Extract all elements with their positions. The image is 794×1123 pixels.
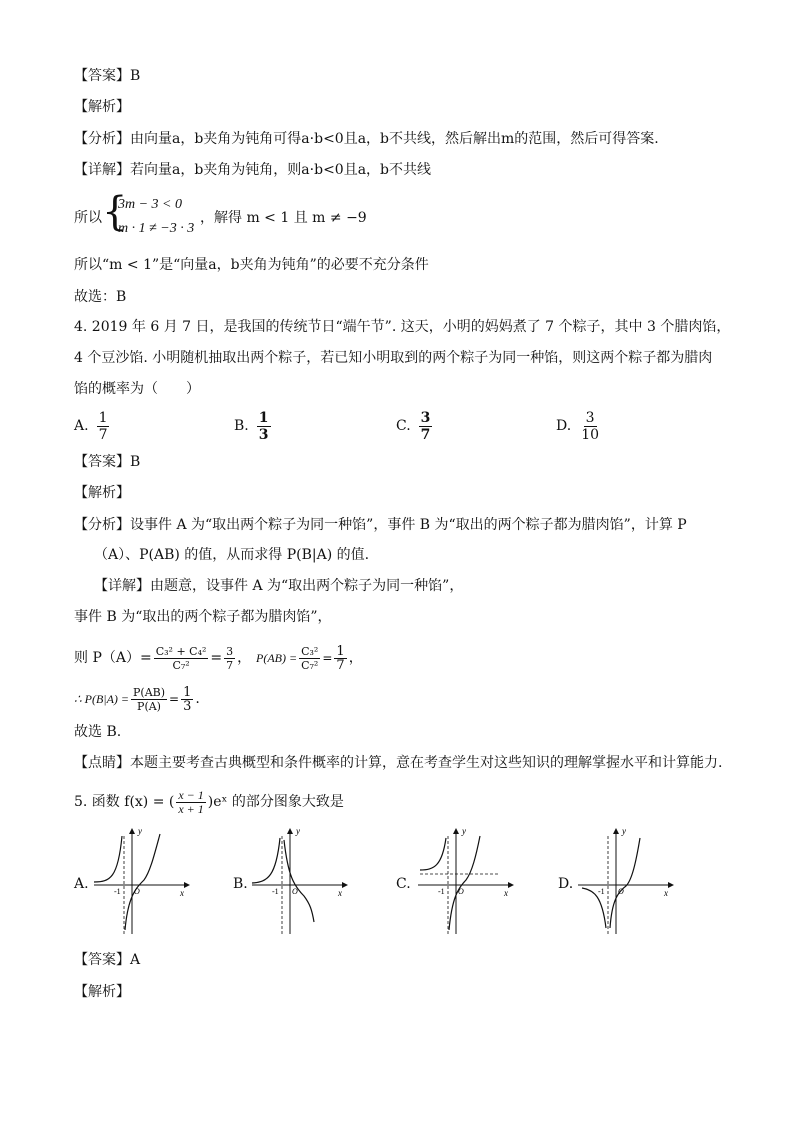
q5-answer-line: 【答案】A — [74, 952, 141, 968]
q5-graph-c — [416, 826, 516, 936]
q4-choice: 故选 B. — [74, 724, 122, 740]
y-axis-arrow — [613, 828, 619, 834]
curve-left — [420, 838, 446, 870]
curve-right — [449, 836, 480, 930]
q3-suoyi-prefix: 所以 — [74, 210, 102, 226]
q4-stem-line-1: 4. 2019 年 6 月 7 日，是我国的传统节日“端午节”. 这天，小明的妈妈煮了 7 个粽子，其中 3 个腊肉馅， — [74, 319, 731, 335]
curve-right — [284, 840, 314, 922]
origin-label: O — [458, 887, 464, 896]
q4-dianjing: 【点睛】本题主要考查古典概型和条件概率的计算，意在考查学生对这些知识的理解掌握水平和计算能力. — [74, 755, 723, 771]
tick-neg1: -1 — [272, 887, 279, 896]
q3-conclusion: 所以“m < 1”是“向量a，b夹角为钝角”的必要不充分条件 — [74, 257, 429, 273]
y-label: y — [296, 826, 300, 836]
q4-stem-line-3: 馅的概率为（ ） — [74, 381, 200, 397]
q4-pab-equation: P(AB) = $\frac{\text{C₃²}}{\text{C₇²}}$ = $\frac{1}{7}$ ， — [256, 643, 363, 673]
curve-left — [94, 836, 122, 882]
q4-pa-equation: 则 P（A）= $\frac{\text{C₃² + C₄²}}{\text{C₇²}}$ = $\frac{3}{7}$ ， — [74, 644, 252, 672]
x-label: x — [338, 888, 342, 898]
curve-left — [252, 838, 280, 883]
q4-option-d: D. $\frac{3}{10}$ — [556, 409, 600, 443]
q5-option-c-label: C. — [396, 876, 411, 892]
fenxi-tag: 【分析】 — [74, 131, 130, 147]
q5-option-d-label: D. — [558, 876, 574, 892]
x-label: x — [504, 888, 508, 898]
xiangjie-text: 若向量a，b夹角为钝角，则a·b<0且a，b不共线 — [130, 162, 432, 178]
x-label: x — [664, 888, 668, 898]
q3-analysis-tag: 【解析】 — [74, 99, 130, 115]
fenxi-text: 由向量a，b夹角为钝角可得a·b<0且a，b不共线，然后解出m的范围，然后可得答案. — [130, 131, 659, 147]
tick-neg1: -1 — [114, 887, 121, 896]
q4-xiangjie-line-2: 事件 B 为“取出的两个粽子都为腊肉馅”， — [74, 609, 332, 625]
q4-xiangjie-line-1: 【详解】由题意，设事件 A 为“取出两个粽子为同一种馅”， — [94, 578, 464, 594]
q4-option-a: A. $\frac{1}{7}$ — [74, 409, 108, 443]
q5-graph-b — [250, 826, 350, 936]
q5-graph-a — [92, 826, 192, 936]
q4-option-c: C. $\frac{3}{7}$ — [396, 409, 431, 443]
curve-right — [125, 834, 160, 930]
q3-fenxi — [74, 129, 659, 149]
system-suffix: ，解得 m < 1 且 m ≠ −9 — [200, 210, 367, 226]
q3-answer-line — [74, 66, 140, 86]
q5-analysis-tag: 【解析】 — [74, 984, 130, 1000]
q4-stem-line-2: 4 个豆沙馅. 小明随机抽取出两个粽子，若已知小明取到的两个粽子为同一种馅，则这两个粽子都为腊肉 — [74, 350, 713, 366]
origin-label: O — [134, 887, 140, 896]
origin-label: O — [292, 887, 298, 896]
y-axis-arrow — [453, 828, 459, 834]
q5-graph-d — [576, 826, 676, 936]
q4-analysis-tag: 【解析】 — [74, 485, 130, 501]
answer-value: B — [130, 68, 141, 84]
tick-neg1: -1 — [598, 887, 605, 896]
tick-neg1: -1 — [438, 887, 445, 896]
q3-choice: 故选：B — [74, 289, 127, 305]
q4-fenxi-line-1: 【分析】设事件 A 为“取出两个粽子为同一种馅”，事件 B 为“取出的两个粽子都为腊肉馅”，计算 P — [74, 517, 687, 533]
y-axis-arrow — [129, 828, 135, 834]
y-axis-arrow — [287, 828, 293, 834]
q5-option-a-label: A. — [74, 876, 89, 892]
q5-stem: 5. 函数 f(x) = ( $\frac{x - 1}{x + 1}$ )eˣ 的部分图象大致是 — [74, 787, 344, 816]
x-axis-arrow — [508, 882, 514, 888]
xiangjie-tag: 【详解】 — [74, 162, 130, 178]
y-label: y — [138, 826, 142, 836]
q5-option-b-label: B. — [233, 876, 248, 892]
x-axis-arrow — [668, 882, 674, 888]
system-line-2: m · 1 ≠ −3 · 3 — [118, 221, 195, 236]
curve-right — [610, 838, 640, 928]
x-axis-arrow — [184, 882, 190, 888]
y-label: y — [622, 826, 626, 836]
origin-label: O — [618, 887, 624, 896]
x-axis-arrow — [342, 882, 348, 888]
q3-xiangjie — [74, 160, 431, 180]
x-label: x — [180, 888, 184, 898]
system-line-1: 3m − 3 < 0 — [118, 197, 183, 212]
q4-answer-line: 【答案】B — [74, 454, 141, 470]
y-label: y — [462, 826, 466, 836]
q4-fenxi-line-2: （A）、P(AB) 的值，从而求得 P(B|A) 的值. — [94, 547, 370, 563]
system-brace: { — [102, 189, 128, 235]
q4-option-b: B. $\frac{1}{3}$ — [234, 409, 269, 443]
q4-pba-equation: ∴ P(B|A) = $\frac{P(AB)}{P(A)}$ = $\frac{1}{3}$ . — [74, 684, 200, 714]
answer-tag: 【答案】 — [74, 68, 130, 84]
